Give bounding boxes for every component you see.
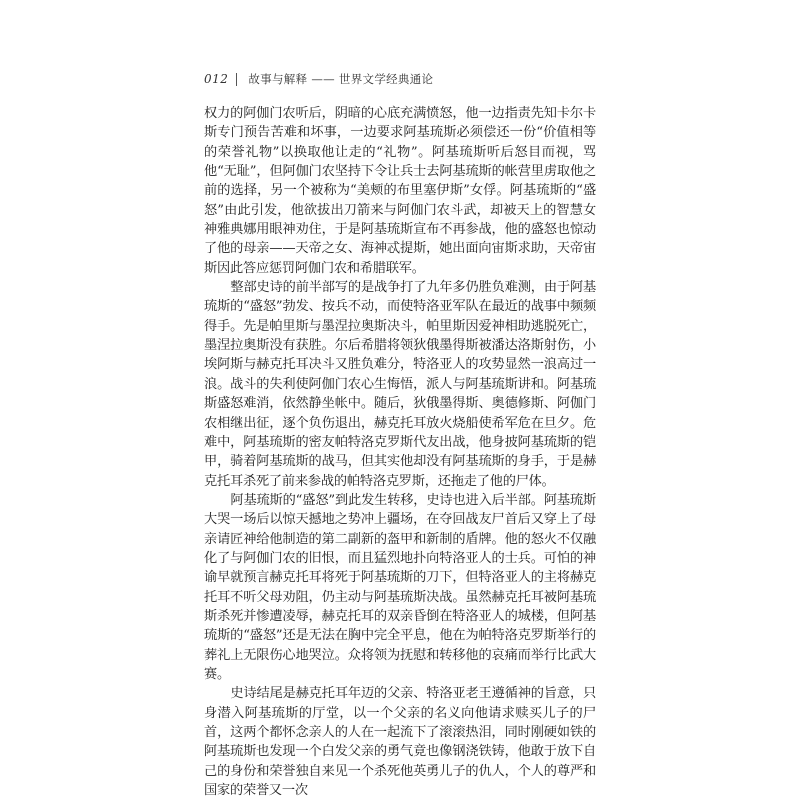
paragraph: 史诗结尾是赫克托耳年迈的父亲、特洛亚老王遵循神的旨意，只身潜入阿基琉斯的厅堂，以一个父亲的名义向他请求赎买儿子的尸首，这两个都怀念亲人的人在一起流下了滚滚热泪，同时刚硬如铁的阿基琉斯也发现一个白发父亲的勇气竟也像钢浇铁铸，他敢于放下自己的身份和荣誉独自来见一个杀死他英勇儿子的仇人，个人的尊严和国家的荣誉又一次 bbox=[204, 686, 596, 799]
header-divider bbox=[236, 73, 237, 86]
body-text bbox=[204, 104, 596, 800]
page-header bbox=[204, 71, 433, 87]
paragraph-continued: 权力的阿伽门农听后，阴暗的心底充满愤怒，他一边指责先知卡尔卡斯专门预告苦难和坏事，一边要求阿基琉斯必须偿还一份“价值相等的荣誉礼物”以换取他让走的“礼物”。阿基琉斯听后怒目而视，骂他“无耻”，但阿伽门农坚持下令让兵士去阿基琉斯的帐营里虏取他之前的选择，另一个被称为“美颊的布里塞伊斯”女俘。阿基琉斯的“盛怒”由此引发，他欲拔出刀箭来与阿伽门农斗武，却被天上的智慧女神雅典娜用眼神劝住，于是阿基琉斯宣布不再参战，他的盛怒也惊动了他的母亲——天帝之女、海神忒提斯，她出面向宙斯求助，天帝宙斯因此答应惩罚阿伽门农和希腊联军。 bbox=[204, 106, 596, 276]
paragraph: 阿基琉斯的“盛怒”到此发生转移，史诗也进入后半部。阿基琉斯大哭一场后以惊天撼地之势冲上疆场，在夺回战友尸首后又穿上了母亲请匠神给他制造的第二副新的盔甲和新制的盾牌。他的怒火不仅融化了与阿伽门农的旧恨，而且猛烈地扑向特洛亚人的士兵。可怕的神谕早就预言赫克托耳将死于阿基琉斯的刀下，但特洛亚人的主将赫克托耳不听父母劝阻，仍主动与阿基琉斯决战。虽然赫克托耳被阿基琉斯杀死并惨遭凌辱，赫克托耳的双亲昏倒在特洛亚人的城楼，但阿基琉斯的“盛怒”还是无法在胸中完全平息，他在为帕特洛克罗斯举行的葬礼上无限伤心地哭泣。众将领为抚慰和转移他的哀痛而举行比武大赛。 bbox=[204, 492, 596, 682]
page-number: 012 bbox=[204, 72, 229, 86]
running-title: 故事与解释 —— 世界文学经典通论 bbox=[248, 72, 434, 86]
paragraph: 整部史诗的前半部写的是战争打了九年多仍胜负难测，由于阿基琉斯的“盛怒”勃发、按兵不动，而使特洛亚军队在最近的战事中频频得手。先是帕里斯与墨涅拉奥斯决斗，帕里斯因爱神相助逃脱死亡，墨涅拉奥斯没有获胜。尔后希腊将领狄俄墨得斯被潘达洛斯射伤，小埃阿斯与赫克托耳决斗又胜负难分，特洛亚人的攻势显然一浪高过一浪。战斗的失利使阿伽门农心生悔悟，派人与阿基琉斯讲和。阿基琉斯盛怒难消，依然静坐帐中。随后，狄俄墨得斯、奥德修斯、阿伽门农相继出征，逐个负伤退出，赫克托耳放火烧船使希军危在旦夕。危难中，阿基琉斯的密友帕特洛克罗斯代友出战，他身披阿基琉斯的铠甲，骑着阿基琉斯的战马，但其实他却没有阿基琉斯的身手，于是赫克托耳杀死了前来参战的帕特洛克罗斯，还拖走了他的尸体。 bbox=[204, 280, 596, 489]
